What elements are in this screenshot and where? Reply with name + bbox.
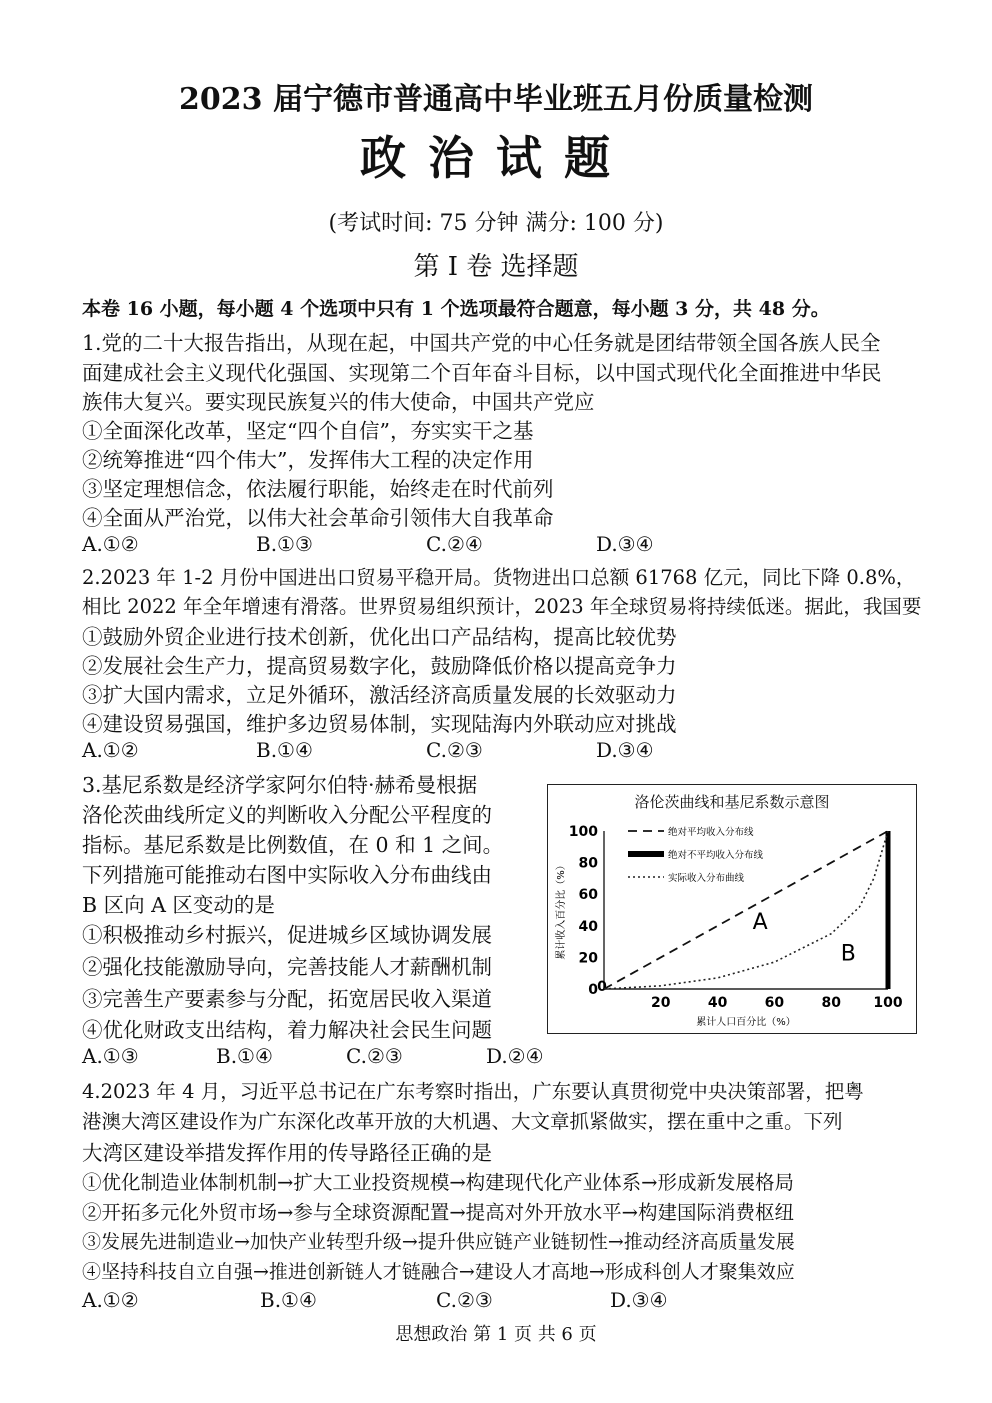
x-tick-label: 40 (707, 995, 728, 1011)
question-line: ④坚持科技自立自强→推进创新链人才链融合→建设人才高地→形成科创人才聚集效应 (82, 1261, 795, 1283)
exam-title: 2023 届宁德市普通高中毕业班五月份质量检测 (179, 82, 813, 117)
question-line: 1.党的二十大报告指出，从现在起，中国共产党的中心任务就是团结带领全国各族人民全 (82, 331, 881, 355)
question-line: 4.2023 年 4 月，习近平总书记在广东考察时指出，广东要认真贯彻党中央决策部署，把粤 (82, 1080, 864, 1103)
question-line: ③扩大国内需求，立足外循环，激活经济高质量发展的长效驱动力 (82, 683, 677, 707)
section-heading: 第 I 卷 选择题 (413, 252, 579, 282)
lorenz-chart (547, 784, 917, 1034)
question-line: 大湾区建设举措发挥作用的传导路径正确的是 (82, 1141, 492, 1165)
subject-title: 政治试题 (360, 131, 632, 185)
question-line: 面建成社会主义现代化强国、实现第二个百年奋斗目标，以中国式现代化全面推进中华民 (82, 361, 882, 385)
option-d[interactable]: D.③④ (610, 1288, 668, 1312)
option-c[interactable]: C.②③ (436, 1288, 493, 1312)
question-line: 下列措施可能推动右图中实际收入分布曲线由 (82, 863, 492, 887)
option-a[interactable]: A.①③ (82, 1044, 139, 1068)
option-b[interactable]: B.①③ (256, 532, 313, 556)
instructions: 本卷 16 小题，每小题 4 个选项中只有 1 个选项最符合题意，每小题 3 分，共 48 分。 (82, 298, 830, 320)
question-line: ②开拓多元化外贸市场→参与全球资源配置→提高对外开放水平→构建国际消费枢纽 (82, 1201, 795, 1224)
x-axis-label: 累计人口百分比（%） (696, 1017, 796, 1028)
y-tick-label: 0 (588, 982, 598, 998)
question-line: ③完善生产要素参与分配，拓宽居民收入渠道 (82, 987, 492, 1011)
legend-entry: 绝对不平均收入分布线 (668, 850, 764, 861)
y-tick-label: 60 (578, 887, 598, 904)
question-line: B 区向 A 区变动的是 (82, 893, 275, 917)
option-c[interactable]: C.②③ (346, 1044, 403, 1068)
question-line: ①优化制造业体制机制→扩大工业投资规模→构建现代化产业体系→形成新发展格局 (82, 1171, 795, 1194)
question-line: 港澳大湾区建设作为广东深化改革开放的大机遇、大文章抓紧做实，摆在重中之重。下列 (82, 1110, 843, 1133)
question-line: 3.基尼系数是经济学家阿尔伯特·赫希曼根据 (82, 773, 478, 797)
question-line: 相比 2022 年全年增速有滑落。世界贸易组织预计，2023 年全球贸易将持续低迷。据此，我国要 (82, 595, 922, 618)
chart-title: 洛伦茨曲线和基尼系数示意图 (634, 793, 830, 811)
question-line: ②发展社会生产力，提高贸易数字化，鼓励降低价格以提高竞争力 (82, 654, 677, 678)
page-footer: 思想政治 第 1 页 共 6 页 (395, 1324, 597, 1345)
y-tick-label: 100 (568, 824, 598, 840)
option-b[interactable]: B.①④ (216, 1044, 273, 1068)
x-tick-label: 100 (873, 995, 903, 1011)
x-tick-label: 60 (764, 995, 785, 1011)
option-d[interactable]: D.③④ (596, 738, 654, 762)
option-d[interactable]: D.②④ (486, 1044, 544, 1068)
region-label-b: B (840, 941, 856, 967)
option-c[interactable]: C.②③ (426, 738, 483, 762)
option-c[interactable]: C.②④ (426, 532, 483, 556)
y-tick-label: 40 (578, 918, 598, 935)
question-line: ④建设贸易强国，维护多边贸易体制，实现陆海内外联动应对挑战 (82, 712, 677, 736)
x-tick-label: 20 (651, 995, 671, 1011)
option-b[interactable]: B.①④ (256, 738, 313, 762)
question-line: 族伟大复兴。要实现民族复兴的伟大使命，中国共产党应 (82, 390, 595, 414)
option-d[interactable]: D.③④ (596, 532, 654, 556)
question-line: ①全面深化改革，坚定“四个自信”，夯实实干之基 (82, 419, 534, 443)
x-tick-label: 80 (821, 995, 841, 1011)
question-line: 2.2023 年 1-2 月份中国进出口贸易平稳开局。货物进出口总额 61768 亿元，同比下降 0.8%， (82, 566, 916, 589)
chart-plot (548, 785, 916, 1033)
legend-entry: 绝对平均收入分布线 (668, 827, 754, 838)
question-line: ①鼓励外贸企业进行技术创新，优化出口产品结构，提高比较优势 (82, 625, 677, 649)
question-line: ③坚定理想信念，依法履行职能，始终走在时代前列 (82, 477, 554, 501)
question-line: 洛伦茨曲线所定义的判断收入分配公平程度的 (82, 803, 492, 827)
option-a[interactable]: A.①② (82, 738, 139, 762)
question-line: ③发展先进制造业→加快产业转型升级→提升供应链产业链韧性→推动经济高质量发展 (82, 1231, 795, 1253)
question-line: ②强化技能激励导向，完善技能人才薪酬机制 (82, 955, 492, 979)
question-line: ④全面从严治党，以伟大社会革命引领伟大自我革命 (82, 506, 554, 530)
exam-info: (考试时间: 75 分钟 满分: 100 分) (328, 211, 664, 236)
question-line: ②统筹推进“四个伟大”，发挥伟大工程的决定作用 (82, 448, 534, 472)
option-a[interactable]: A.①② (82, 1288, 139, 1312)
question-line: ①积极推动乡村振兴，促进城乡区域协调发展 (82, 923, 492, 947)
region-label-a: A (752, 909, 768, 935)
y-tick-label: 20 (578, 950, 598, 967)
legend-entry: 实际收入分布曲线 (668, 873, 745, 884)
option-b[interactable]: B.①④ (260, 1288, 317, 1312)
question-line: ④优化财政支出结构，着力解决社会民生问题 (82, 1018, 492, 1042)
option-a[interactable]: A.①② (82, 532, 139, 556)
y-axis-label: 累计收入百分比（%） (556, 860, 567, 960)
question-line: 指标。基尼系数是比例数值，在 0 和 1 之间。 (82, 833, 504, 857)
y-tick-label: 80 (578, 855, 598, 872)
origin-label: 0 (597, 979, 607, 995)
